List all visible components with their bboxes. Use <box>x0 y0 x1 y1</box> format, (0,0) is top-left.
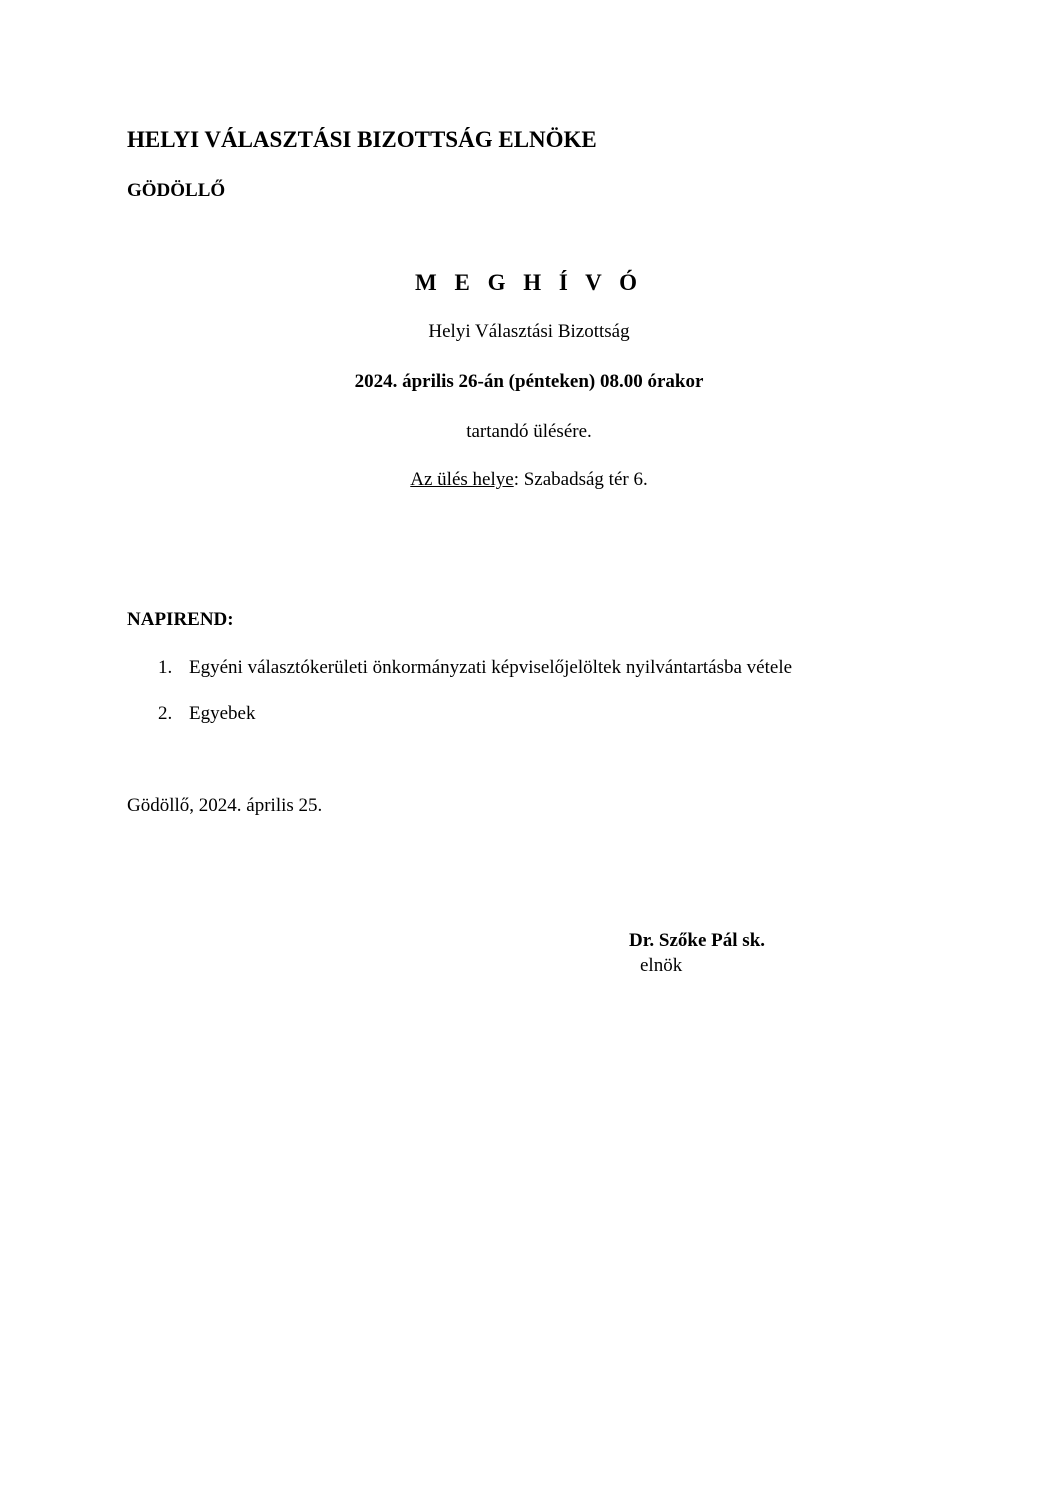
issuer-title: HELYI VÁLASZTÁSI BIZOTTSÁG ELNÖKE <box>127 127 597 152</box>
meeting-datetime: 2024. április 26-án (pénteken) 08.00 órakor <box>354 371 704 392</box>
committee-name: Helyi Választási Bizottság <box>428 321 630 342</box>
document-title: M E G H Í V Ó <box>415 270 643 295</box>
location-separator: : <box>513 469 519 490</box>
agenda-item-text: Egyéni választókerületi önkormányzati képviselőjelöltek nyilvántartásba vétele <box>189 657 793 678</box>
location-label: Az ülés helye <box>410 469 514 490</box>
agenda-item-number: 1. <box>158 657 173 678</box>
signatory-name: Dr. Szőke Pál sk. <box>629 930 766 951</box>
issuer-city: GÖDÖLLŐ <box>127 180 226 201</box>
location-value: Szabadság tér 6. <box>518 469 648 490</box>
meeting-purpose: tartandó ülésére. <box>466 421 592 442</box>
agenda-item-number: 2. <box>158 703 173 724</box>
meeting-location <box>0 469 1058 491</box>
place-and-date: Gödöllő, 2024. április 25. <box>127 795 323 816</box>
agenda-heading: NAPIREND: <box>127 609 234 630</box>
signatory-role: elnök <box>640 955 683 976</box>
agenda-item-text: Egyebek <box>189 703 256 724</box>
